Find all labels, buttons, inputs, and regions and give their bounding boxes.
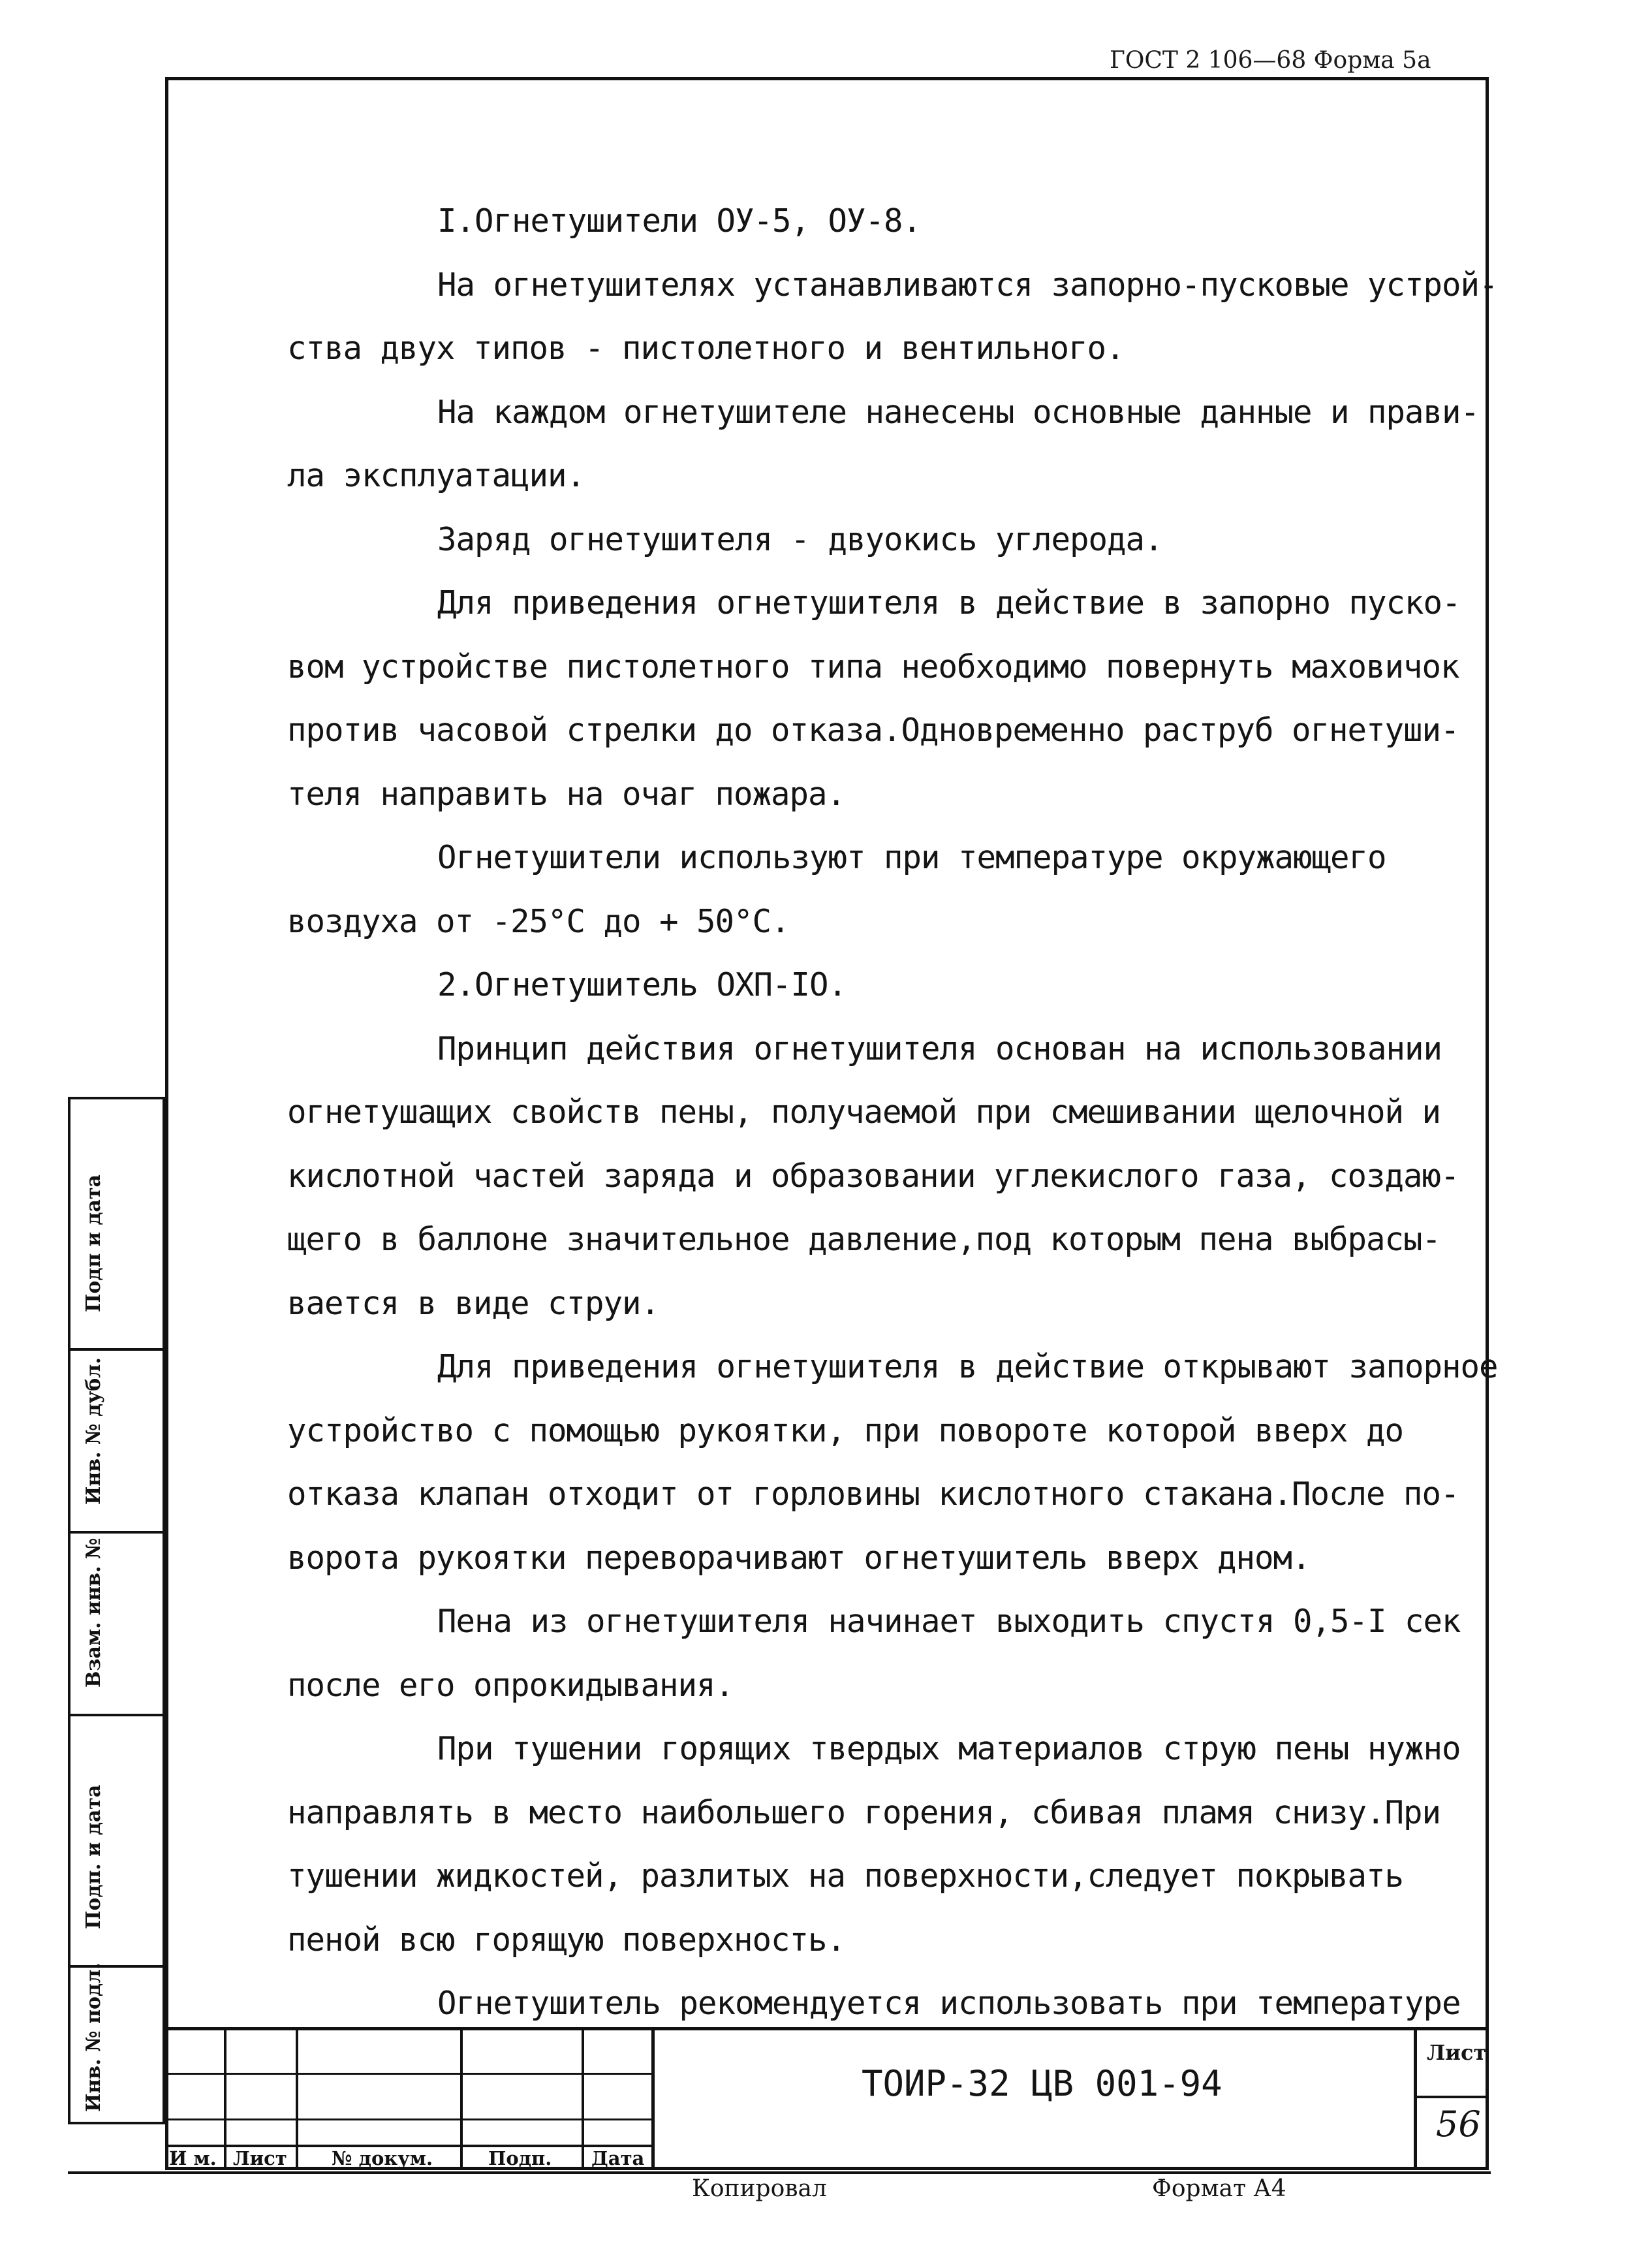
tb-col-line bbox=[460, 2027, 463, 2170]
format-label: Формат А4 bbox=[1152, 2175, 1286, 2202]
text-line: устройство с помощью рукоятки, при повороте которой вверх до bbox=[287, 1411, 1404, 1449]
label-inv-dubl: Инв. № дубл. bbox=[82, 1357, 105, 1505]
binding-strip bbox=[68, 1097, 165, 2124]
text-line: Пена из огнетушителя начинает выходить спустя 0,5-I сек bbox=[437, 1603, 1461, 1640]
sheet-number: 56 bbox=[1436, 2103, 1481, 2145]
document-number: ТОИР-32 ЦВ 001-94 bbox=[862, 2063, 1222, 2104]
copied-label: Копировал bbox=[692, 2175, 827, 2202]
bottom-rule bbox=[68, 2171, 1491, 2174]
text-line: против часовой стрелки до отказа.Одновременно раструб огнетуши- bbox=[287, 712, 1459, 749]
label-vzam-inv: Взам. инв. № bbox=[82, 1537, 105, 1688]
text-line: после его опрокидывания. bbox=[287, 1666, 734, 1704]
text-line: щего в баллоне значительное давление,под которым пена выбрасы- bbox=[287, 1221, 1441, 1258]
strip-divider bbox=[68, 1531, 165, 1534]
text-line: Огнетушители используют при температуре окружающего bbox=[437, 839, 1386, 876]
label-podp-data: Подп и дата bbox=[82, 1174, 105, 1312]
tb-col-line bbox=[651, 2027, 655, 2170]
col-list: Лист bbox=[233, 2147, 287, 2169]
text-line: пеной всю горящую поверхность. bbox=[287, 1921, 846, 1959]
gost-form-label: ГОСТ 2 106—68 Форма 5а bbox=[1110, 47, 1431, 74]
text-line: вается в виде струи. bbox=[287, 1284, 660, 1322]
text-line: ворота рукоятки переворачивают огнетушитель вверх дном. bbox=[287, 1539, 1311, 1577]
text-line: огнетушащих свойств пены, получаемой при смешивании щелочной и bbox=[287, 1094, 1441, 1131]
text-line: вом устройстве пистолетного типа необходимо повернуть маховичок bbox=[287, 648, 1459, 685]
title-block bbox=[165, 2027, 1489, 2170]
col-izm: И м. bbox=[169, 2147, 217, 2169]
col-podp: Подп. bbox=[488, 2147, 552, 2169]
tb-sheet-line bbox=[1417, 2096, 1487, 2098]
text-line: тушении жидкостей, разлитых на поверхности,следует покрывать bbox=[287, 1857, 1404, 1895]
tb-col-line bbox=[224, 2027, 226, 2170]
sheet-label: Лист bbox=[1427, 2040, 1487, 2065]
text-line: 2.Огнетушитель ОХП-IO. bbox=[437, 966, 847, 1003]
tb-col-line bbox=[582, 2027, 584, 2170]
strip-divider bbox=[68, 1714, 165, 1716]
text-line: кислотной частей заряда и образовании углекислого газа, создаю- bbox=[287, 1157, 1459, 1195]
tb-top-line bbox=[165, 2027, 1489, 2030]
text-line: отказа клапан отходит от горловины кислотного стакана.После по- bbox=[287, 1475, 1459, 1513]
text-line: На каждом огнетушителе нанесены основные данные и прави- bbox=[437, 393, 1480, 431]
text-line: На огнетушителях устанавливаются запорно-пусковые устрой- bbox=[437, 266, 1498, 304]
text-line: Для приведения огнетушителя в действие в запорно пуско- bbox=[437, 584, 1461, 622]
document-body bbox=[287, 189, 1498, 2036]
label-podp-data-2: Подп. и дата bbox=[82, 1784, 105, 1929]
text-line: Принцип действия огнетушителя основан на использовании bbox=[437, 1030, 1442, 1067]
col-data: Дата bbox=[591, 2147, 645, 2169]
label-inv-podl: Инв. № подл. bbox=[82, 1962, 105, 2112]
strip-divider bbox=[68, 1348, 165, 1351]
text-line: воздуха от -25°С до + 50°С. bbox=[287, 902, 790, 940]
text-line: ла эксплуатации. bbox=[287, 457, 585, 494]
text-line: Для приведения огнетушителя в действие открывают запорное bbox=[437, 1348, 1498, 1385]
text-line: направлять в место наибольшего горения, сбивая пламя снизу.При bbox=[287, 1793, 1441, 1831]
text-line: теля направить на очаг пожара. bbox=[287, 775, 846, 813]
tb-col-line bbox=[1414, 2027, 1417, 2170]
col-dokum: № докум. bbox=[332, 2147, 433, 2169]
tb-col-line bbox=[296, 2027, 298, 2170]
text-line: Огнетушитель рекомендуется использовать при температуре bbox=[437, 1985, 1461, 2022]
text-line: I.Огнетушители ОУ-5, ОУ-8. bbox=[437, 202, 922, 240]
text-line: При тушении горящих твердых материалов струю пены нужно bbox=[437, 1730, 1461, 1767]
text-line: Заряд огнетушителя - двуокись углерода. bbox=[437, 520, 1163, 558]
text-line: ства двух типов - пистолетного и вентильного. bbox=[287, 330, 1125, 367]
